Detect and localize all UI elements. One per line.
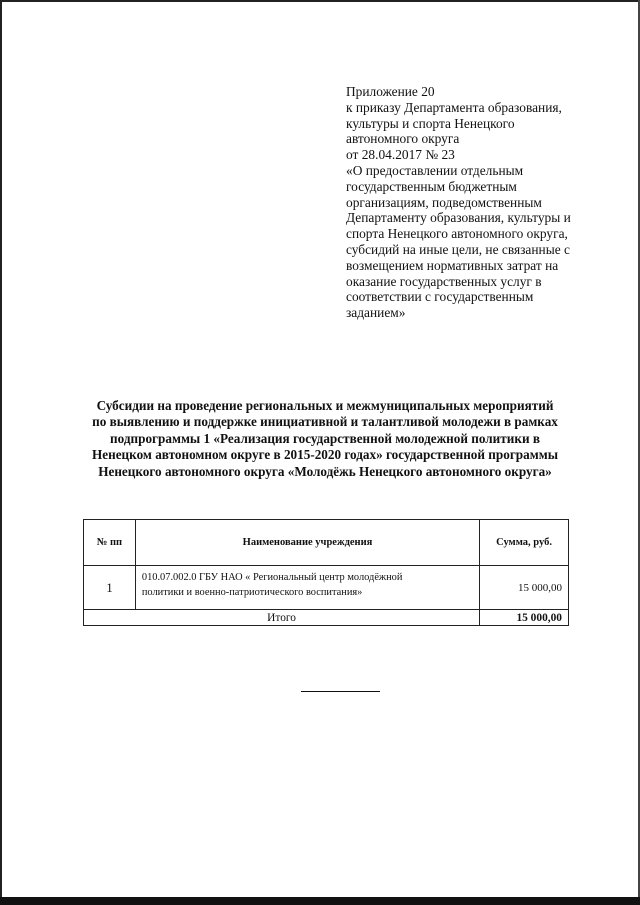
document-title — [70, 398, 580, 480]
appendix-line: субсидий на иные цели, не связанные с — [346, 241, 570, 257]
row-institution — [135, 566, 479, 610]
appendix-line: государственным бюджетным — [346, 178, 517, 194]
title-line: подпрограммы 1 «Реализация государственной молодежной политики в — [110, 430, 540, 446]
header-num: № пп — [84, 520, 136, 566]
scan-edge-bottom — [0, 897, 640, 905]
appendix-line: Департаменту образования, культуры и — [346, 210, 571, 226]
title-line: Субсидии на проведение региональных и межмуниципальных мероприятий — [96, 398, 554, 413]
appendix-line: культуры и спорта Ненецкого — [346, 115, 515, 131]
scan-edge-left — [0, 0, 2, 905]
appendix-line: спорта Ненецкого автономного округа, — [346, 226, 568, 242]
closing-line — [301, 691, 380, 692]
header-sum: Сумма, руб. — [480, 520, 569, 566]
appendix-line: автономного округа — [346, 131, 460, 147]
row-institution-line: 010.07.002.0 ГБУ НАО « Региональный центр молодёжной — [141, 572, 403, 583]
header-name: Наименование учреждения — [135, 520, 479, 566]
appendix-line: к приказу Департамента образования, — [346, 99, 562, 115]
appendix-line: от 28.04.2017 № 23 — [346, 147, 455, 163]
row-num: 1 — [84, 566, 136, 610]
title-line: Ненецком автономном округе в 2015-2020 годах» государственной программы — [91, 447, 558, 463]
row-sum: 15 000,00 — [480, 566, 569, 610]
table-header-row — [84, 520, 569, 566]
appendix-line: организациям, подведомственным — [346, 194, 542, 210]
appendix-line: возмещением нормативных затрат на — [346, 257, 559, 273]
title-line: Ненецкого автономного округа «Молодёжь Ненецкого автономного округа» — [98, 463, 552, 479]
subsidy-table — [83, 519, 569, 626]
table-total-row — [84, 610, 569, 626]
scan-edge-top — [0, 0, 640, 2]
table-row — [84, 566, 569, 610]
appendix-line: «О предоставлении отдельным — [346, 162, 524, 178]
row-institution-line: политики и военно-патриотического воспитания» — [141, 587, 363, 598]
appendix-line: оказание государственных услуг в — [346, 273, 542, 289]
total-label: Итого — [84, 610, 480, 626]
appendix-line: соответствии с государственным — [346, 289, 534, 305]
appendix-header — [346, 84, 596, 321]
title-line: по выявлению и поддержке инициативной и талантливой молодежи в рамках — [92, 414, 558, 430]
total-sum: 15 000,00 — [480, 610, 569, 626]
appendix-line: заданием» — [346, 305, 406, 321]
appendix-line: Приложение 20 — [346, 84, 435, 99]
